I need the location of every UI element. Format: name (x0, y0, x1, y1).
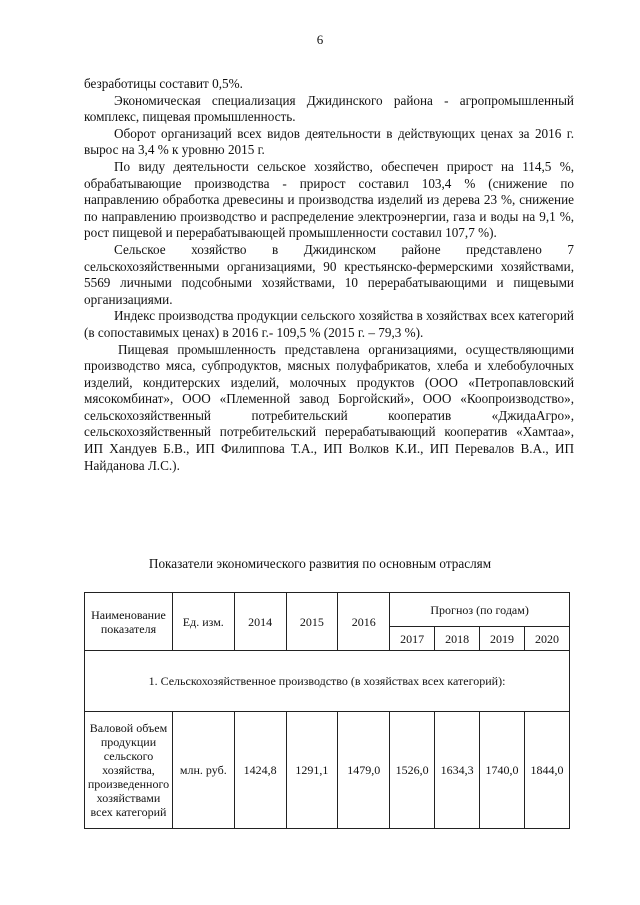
row-value-2015: 1291,1 (286, 712, 338, 829)
row-value-2020: 1844,0 (524, 712, 569, 829)
header-name: Наименование показателя (85, 593, 173, 651)
paragraph-unemployment: безработицы составит 0,5%. (84, 76, 243, 91)
page-number: 6 (316, 32, 324, 47)
row-unit: млн. руб. (172, 712, 234, 829)
header-year-2020: 2020 (524, 627, 569, 651)
section-row (85, 651, 570, 712)
paragraph-food-industry: Пищевая промышленность представлена организациями, осуществляющими производство мяса, субпродуктов, мясных полуфабрикатов, хлеба и хлебобулочных изделий, кондитерских изделий, молочных продуктов (ООО «Петропавловский мясокомбинат», ООО «Племенной завод Боргойский», ООО «Коопроизводство», сельскохозяйственный потребительский кооператив «ДжидаАгро», сельскохозяйственный потребительский перерабатывающий кооператив «Хамтаа», ИП Хандуев Б.В., ИП Филиппова Т.А., ИП Волков К.И., ИП Перевалов В.А., ИП Найданова Л.С.). (84, 341, 574, 473)
header-year-2017: 2017 (390, 627, 435, 651)
section-title: 1. Сельскохозяйственное производство (в хозяйствах всех категорий): (85, 651, 570, 712)
paragraph-agriculture: Сельское хозяйство в Джидинском районе представлено 7 сельскохозяйственными организациями, 90 крестьянско-фермерскими хозяйствами, 5569 личными подсобными хозяйствами, 10 перерабатывающими и пищевыми организациями. (84, 241, 574, 307)
table-title: Показатели экономического развития по основным отраслям (148, 556, 492, 571)
header-forecast: Прогноз (по годам) (390, 593, 570, 627)
header-year-2015: 2015 (286, 593, 338, 651)
header-unit: Ед. изм. (172, 593, 234, 651)
paragraph-growth: По виду деятельности сельское хозяйство, обеспечен прирост на 114,5 %, обрабатывающие производства - прирост составил 103,4 % (снижение по направлению обработка древесины и производства изделий из дерева 23 %, снижение по направлению производство и распределение электроэнергии, газа и воды на 9,1 %, рост пищевой и перерабатывающей промышленности составил 107,7 %). (84, 158, 574, 241)
header-year-2019: 2019 (480, 627, 525, 651)
paragraph-specialization: Экономическая специализация Джидинского района - агропромышленный комплекс, пищевая промышленность. (84, 92, 574, 125)
header-year-2014: 2014 (234, 593, 286, 651)
row-value-2018: 1634,3 (435, 712, 480, 829)
header-row (85, 593, 570, 627)
paragraph-turnover: Оборот организаций всех видов деятельности в действующих ценах за 2016 г. вырос на 3,4 % к уровню 2015 г. (84, 125, 574, 158)
header-year-2018: 2018 (435, 627, 480, 651)
row-name: Валовой объем продукции сельского хозяйства, произведенного хозяйствами всех категорий (85, 712, 173, 829)
row-value-2014: 1424,8 (234, 712, 286, 829)
paragraph-production-index: Индекс производства продукции сельского хозяйства в хозяйствах всех категорий (в сопоставимых ценах) в 2016 г.- 109,5 % (2015 г. – 79,3 %). (84, 308, 574, 340)
indicators-table (84, 592, 570, 829)
body-text (84, 76, 574, 474)
header-year-2016: 2016 (338, 593, 390, 651)
row-value-2019: 1740,0 (480, 712, 525, 829)
table-row (85, 712, 570, 829)
row-value-2016: 1479,0 (338, 712, 390, 829)
row-value-2017: 1526,0 (390, 712, 435, 829)
